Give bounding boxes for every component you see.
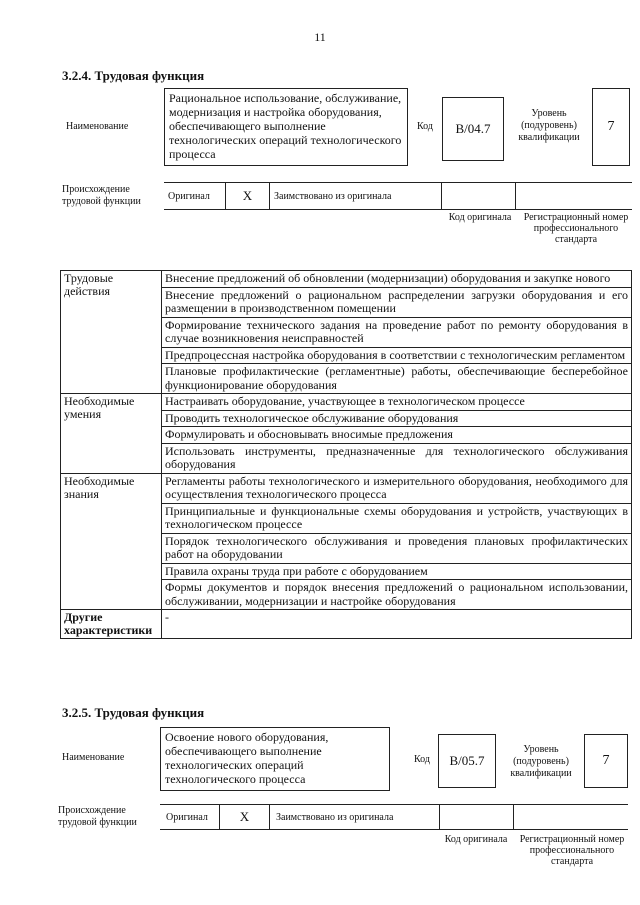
skill-item: Формулировать и обосновывать вносимые предложения	[162, 427, 632, 444]
knowledge-item: Регламенты работы технологического и измерительного оборудования, необходимого для осуществления технологического процесса	[162, 473, 632, 503]
labor-actions-label: Трудовые действия	[61, 271, 162, 394]
knowledge-item: Принципиальные и функциональные схемы оборудования и устройств, участвующих в технологическом процессе	[162, 503, 632, 533]
section-title: 3.2.4. Трудовая функция	[62, 68, 205, 83]
reg-number-label: Регистрационный номер профессионального стандарта	[523, 212, 629, 245]
origin-mark: X	[220, 805, 270, 829]
origin-borrowed: Заимствовано из оригинала	[270, 183, 442, 209]
name-label: Наименование	[66, 121, 129, 132]
labor-action-item: Формирование технического задания на проведение работ по ремонту оборудования в случае возникновения неисправностей	[162, 317, 632, 347]
skill-item: Использовать инструменты, предназначенные для технологического обслуживания оборудования	[162, 443, 632, 473]
code-label: Код	[417, 121, 433, 132]
other-value: -	[162, 610, 632, 639]
code-value: В/04.7	[442, 97, 504, 161]
knowledge-item: Правила охраны труда при работе с оборудованием	[162, 563, 632, 580]
origin-mark: X	[226, 183, 270, 209]
level-label: Уровень (подуровень) квалификации	[510, 744, 572, 779]
function-name-box: Рациональное использование, обслуживание, модернизация и настройка оборудования, обеспечивающего выполнение технологических операций технологического процесса	[164, 88, 408, 166]
reg-number-cell	[514, 805, 628, 829]
code-label: Код	[414, 754, 430, 765]
knowledge-item: Порядок технологического обслуживания и проведения плановых профилактических работ на оборудовании	[162, 533, 632, 563]
level-value: 7	[584, 734, 628, 788]
code-original-cell	[440, 805, 514, 829]
level-value: 7	[592, 88, 630, 166]
origin-row	[164, 182, 632, 210]
reg-number-label: Регистрационный номер профессионального стандарта	[519, 834, 625, 867]
table-row	[61, 271, 632, 288]
other-label: Другие характеристики	[61, 610, 162, 639]
skill-item: Проводить технологическое обслуживание оборудования	[162, 410, 632, 427]
function-details-table	[60, 270, 632, 639]
code-original-cell	[442, 183, 516, 209]
code-original-label: Код оригинала	[444, 834, 508, 845]
level-label: Уровень (подуровень) квалификации	[518, 108, 580, 143]
origin-label: Происхождение трудовой функции	[62, 184, 141, 207]
function-name-box: Освоение нового оборудования, обеспечивающего выполнение технологических операций технологического процесса	[160, 727, 390, 791]
labor-action-item: Предпроцессная настройка оборудования в соответствии с технологическим регламентом	[162, 347, 632, 364]
table-row	[61, 610, 632, 639]
table-row	[61, 394, 632, 411]
code-original-label: Код оригинала	[448, 212, 512, 223]
knowledge-label: Необходимые знания	[61, 473, 162, 610]
origin-original: Оригинал	[164, 183, 226, 209]
table-row	[61, 473, 632, 503]
knowledge-item: Формы документов и порядок внесения предложений о рациональном использовании, обслуживании, модернизации и настройке оборудования	[162, 580, 632, 610]
code-value: В/05.7	[438, 734, 496, 788]
origin-original: Оригинал	[160, 805, 220, 829]
origin-row	[160, 804, 628, 830]
reg-number-cell	[516, 183, 632, 209]
origin-borrowed: Заимствовано из оригинала	[270, 805, 440, 829]
origin-label: Происхождение трудовой функции	[58, 805, 137, 828]
skill-item: Настраивать оборудование, участвующее в технологическом процессе	[162, 394, 632, 411]
page-number: 11	[314, 30, 326, 44]
labor-action-item: Плановые профилактические (регламентные) работы, обеспечивающие бесперебойное функционирование оборудования	[162, 364, 632, 394]
labor-action-item: Внесение предложений об обновлении (модернизации) оборудования и закупке нового	[162, 271, 632, 288]
name-label: Наименование	[62, 752, 125, 763]
skills-label: Необходимые умения	[61, 394, 162, 474]
labor-action-item: Внесение предложений о рациональном распределении загрузки оборудования и его размещении в производственном помещении	[162, 287, 632, 317]
section-title: 3.2.5. Трудовая функция	[62, 705, 205, 720]
